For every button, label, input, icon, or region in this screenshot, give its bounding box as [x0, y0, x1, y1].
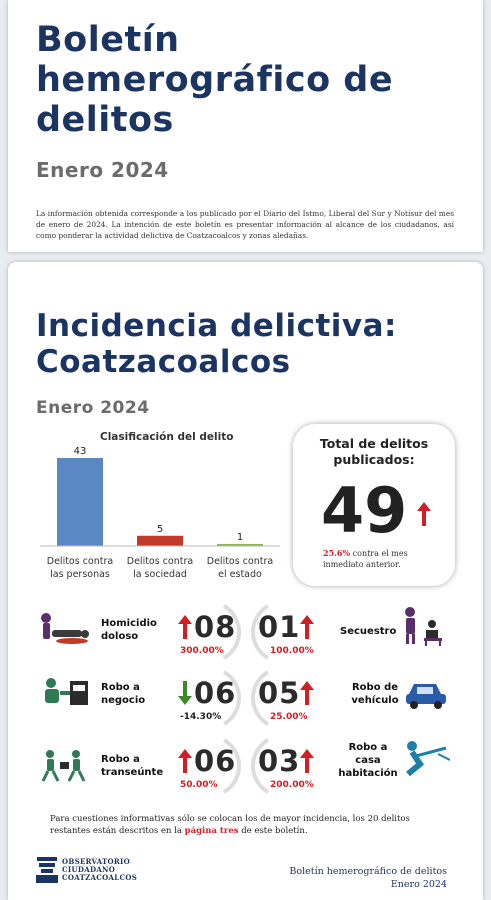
- arrow-up-icon: [300, 681, 314, 705]
- total-note: [323, 548, 443, 570]
- vehicle-robbery-stat: [250, 668, 316, 728]
- chart-value-label: 43: [73, 446, 87, 457]
- chart-category-label: las personas: [50, 569, 110, 580]
- home-robbery-value: 03: [258, 744, 301, 778]
- classification-chart: [40, 446, 290, 586]
- section-date: Enero 2024: [36, 398, 150, 418]
- chart-title: Clasificación del delito: [100, 431, 234, 443]
- kidnapping-value: 01: [258, 610, 301, 644]
- kidnapping-label: Secuestro: [340, 626, 397, 637]
- pedestrian-robbery-value: 06: [194, 744, 237, 778]
- footer: [289, 865, 447, 891]
- page-three-link[interactable]: página tres: [184, 826, 239, 836]
- total-pct: 25.6%: [323, 548, 351, 558]
- page-date: Enero 2024: [36, 158, 169, 182]
- business-robbery-pct: -14.30%: [180, 712, 222, 722]
- footnote-end: de este boletín.: [241, 826, 308, 836]
- total-note-text: contra el mes inmediato anterior.: [323, 549, 408, 569]
- pedestrian-robbery-pct: 50.00%: [180, 780, 218, 790]
- chart-bar: [137, 536, 183, 546]
- chart-category-label: Delitos contra: [206, 556, 274, 567]
- footnote: [50, 813, 450, 837]
- vehicle-robbery-icon: [404, 676, 450, 710]
- arrow-down-icon: [178, 681, 192, 705]
- chart-category-label: Delitos contra: [46, 556, 114, 567]
- footnote-text: Para cuestiones informativas sólo se colocan los de mayor incidencia, los 20 delitos restantes están descritos en la: [50, 814, 410, 836]
- home-robbery-stat: [250, 736, 316, 796]
- section-title: Incidencia delictiva: Coatzacoalcos: [36, 308, 397, 380]
- observatorio-logo: [34, 855, 60, 885]
- business-robbery-value: 06: [194, 676, 237, 710]
- logo-line-1: OBSERVATORIO: [62, 857, 131, 866]
- homicide-stat: [176, 602, 242, 662]
- homicide-value: 08: [194, 610, 237, 644]
- home-robbery-icon: [398, 738, 450, 778]
- arrow-up-icon: [417, 502, 431, 526]
- arrow-up-icon: [300, 615, 314, 639]
- kidnapping-stat: [250, 602, 316, 662]
- pedestrian-robbery-label: Robo a transeúnte: [101, 754, 164, 778]
- total-title: Total de delitos publicados:: [319, 436, 429, 467]
- logo-line-2: CIUDADANO: [62, 865, 116, 874]
- arrow-up-icon: [178, 749, 192, 773]
- chart-value-label: 1: [236, 531, 244, 543]
- chart-category-label: Delitos contra: [126, 556, 194, 567]
- intro-paragraph: La información obtenida corresponde a los publicado por el Diario del Istmo, Liberal del Sur y Notisur del mes de enero de 2024. La intención de este boletín es presentar información al alcance de los ciudadanos, así como ponderar la actividad delictiva de Coatzacoalcos y zonas aledañas.: [36, 209, 454, 240]
- logo-line-3: COATZACOALCOS: [62, 873, 138, 882]
- total-value: 49: [321, 474, 408, 547]
- chart-bar: [57, 458, 103, 546]
- kidnapping-icon: [400, 604, 446, 646]
- footer-date: Enero 2024: [390, 879, 447, 890]
- arrow-up-icon: [178, 615, 192, 639]
- kidnapping-pct: 100.00%: [270, 646, 314, 656]
- business-robbery-icon: [42, 677, 90, 709]
- chart-category-label: el estado: [218, 569, 262, 580]
- homicide-pct: 300.00%: [180, 646, 224, 656]
- arrow-up-icon: [300, 749, 314, 773]
- pedestrian-robbery-icon: [40, 748, 94, 782]
- footer-title: Boletín hemerográfico de delitos: [289, 866, 447, 877]
- page-title: Boletín hemerográfico de delitos: [36, 20, 394, 140]
- homicide-icon: [38, 610, 94, 644]
- home-robbery-label: Robo a casa habitación: [338, 742, 398, 779]
- vehicle-robbery-value: 05: [258, 676, 301, 710]
- pedestrian-robbery-stat: [176, 736, 242, 796]
- chart-value-label: 5: [156, 523, 164, 535]
- total-box: [293, 424, 455, 586]
- logo-text: [62, 858, 137, 882]
- business-robbery-label: Robo a negocio: [101, 682, 146, 706]
- homicide-label: Homicidio doloso: [101, 618, 157, 642]
- vehicle-robbery-pct: 25.00%: [270, 712, 308, 722]
- chart-category-label: la sociedad: [133, 569, 187, 580]
- home-robbery-pct: 200.00%: [270, 780, 314, 790]
- business-robbery-stat: [176, 668, 242, 728]
- vehicle-robbery-label: Robo de vehículo: [351, 682, 399, 706]
